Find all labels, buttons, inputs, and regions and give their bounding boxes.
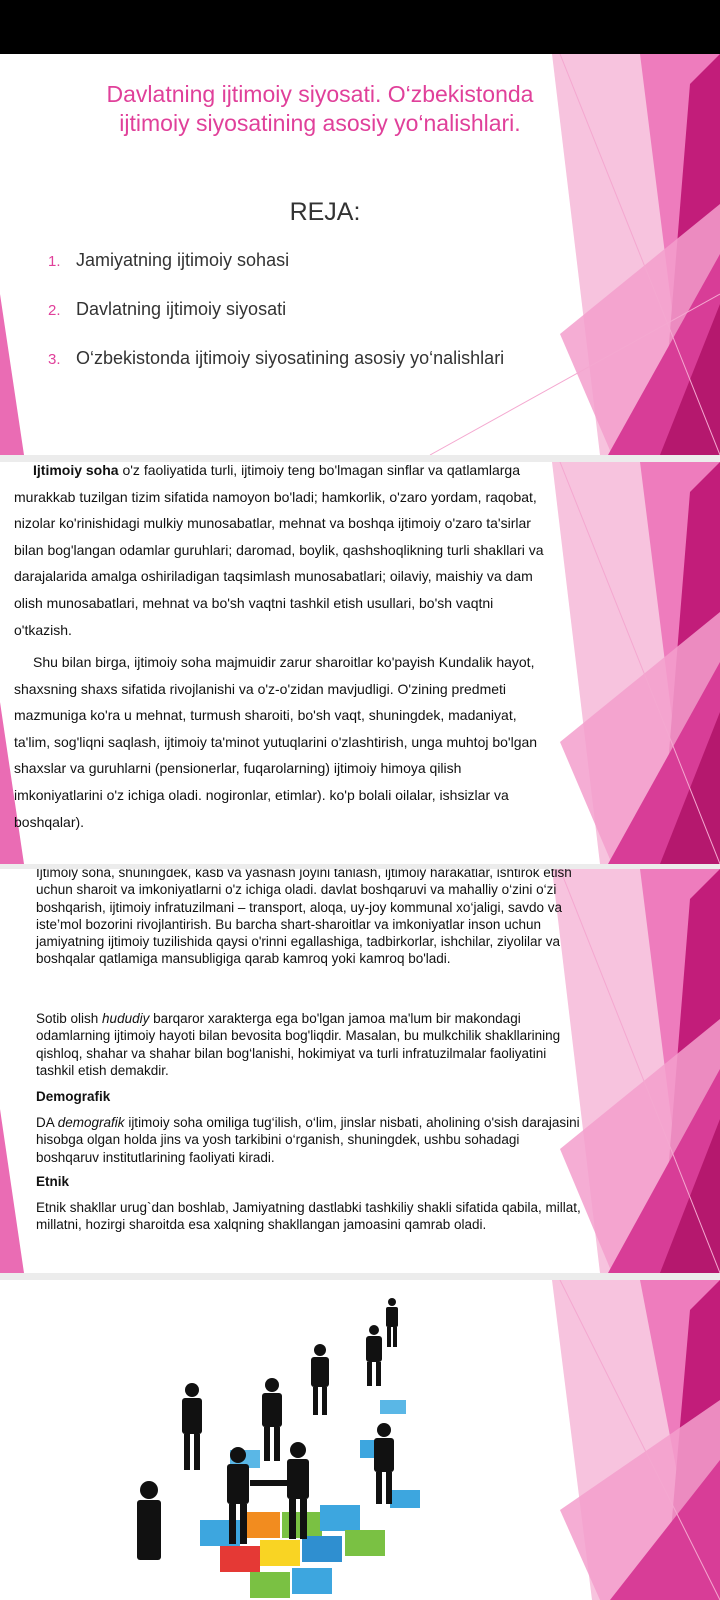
term-bold: Ijtimoiy soha xyxy=(33,462,119,478)
status-bar xyxy=(0,0,720,54)
heading-text: Demografik xyxy=(36,1089,111,1104)
paragraph-text-a: Sotib olish xyxy=(36,1011,103,1026)
plan-item xyxy=(48,299,608,348)
paragraph-text: o'z faoliyatida turli, ijtimoiy teng bo'lmagan sinflar va qatlamlarga murakkab tuzilgan tizim sifatida namoyon bo'ladi; hamkorlik, o'zaro yordam, raqobat, nizolar ko'rinishidagi mulkiy munosabatlar, mehnat va boshqa ijtimoiy o'zaro ta'sirlar bilan bog'langan odamlar guruhlari; daromad, boylik, qashshoqlikning turli shakllari va darajalarida amalga oshiriladigan taqsimlash munosabatlari; oilaviy, maishiy va dam olish munosabatlari, mehnat va bo'sh vaqtni tashkil etish usullari, bo'sh vaqtni o'tkazish. xyxy=(14,462,544,638)
heading-demografik xyxy=(14,1088,584,1105)
business-people-puzzle-illustration xyxy=(110,1290,460,1600)
heading-text: Etnik xyxy=(36,1174,70,1189)
plan-heading: REJA: xyxy=(289,198,361,226)
paragraph-2 xyxy=(14,649,554,835)
slide-separator xyxy=(0,455,720,462)
paragraph-4 xyxy=(14,1199,584,1234)
plan-item-text: O‘zbekistonda ijtimoiy siyosatining asosiy yo‘nalishlari xyxy=(76,348,505,368)
title-line-2: ijtimoiy siyosatining asosiy yo‘nalishlari. xyxy=(119,110,521,136)
plan-item xyxy=(48,348,608,397)
heading-etnik xyxy=(14,1173,584,1190)
paragraph-3 xyxy=(14,1114,584,1166)
paragraph-text-b: ijtimoiy soha omiliga tug‘ilish, o‘lim, jinslar nisbati, aholining o'sish darajasini hisobga olgan holda jins va yosh tarkibini o‘rganish, shuningdek, ushbu sohadagi boshqaruv institutlarining faoliyati kiradi. xyxy=(36,1115,580,1165)
paragraph-1 xyxy=(14,462,554,643)
slide-title-text xyxy=(40,80,600,138)
paragraph-italic: hududiy xyxy=(102,1011,150,1026)
plan-item-text: Davlatning ijtimoiy siyosati xyxy=(76,299,287,319)
slide-separator xyxy=(0,1273,720,1280)
plan-item-number: 2. xyxy=(48,302,61,319)
paragraph-1 xyxy=(14,869,584,968)
paragraph-2 xyxy=(14,1010,584,1079)
plan-list xyxy=(48,250,608,397)
slide-title xyxy=(0,54,720,455)
paragraph-text-a: DA xyxy=(36,1115,58,1130)
slide-ijtimoiy-soha-continued xyxy=(0,869,720,1273)
plan-item xyxy=(48,250,608,299)
paragraph-italic: demografik xyxy=(57,1115,125,1130)
slide-illustration xyxy=(0,1280,720,1600)
plan-item-text: Jamiyatning ijtimoiy sohasi xyxy=(76,250,290,270)
plan-item-number: 1. xyxy=(48,253,61,270)
paragraph-text: Shu bilan birga, ijtimoiy soha majmuidir zarur sharoitlar ko'payish Kundalik hayot, shaxsning shaxs sifatida rivojlanishi va o'z-o'zidan mavjudligi. O'zining predmeti mazmuniga ko'ra u mehnat, turmush sharoiti, bo'sh vaqt, shuningdek, madaniyat, ta'lim, sog'liqni saqlash, ijtimoiy ta'minot yutuqlarini o'zlashtirish, unga muhtoj bo'lgan shaxslar va guruhlarni (pensionerlar, fuqarolarning) ijtimoiy himoya qilish imkoniyatlarini o'z ichiga oladi. nogironlar, etimlar). ko'p bolali oilalar, ishsizlar va boshqalar). xyxy=(14,654,538,830)
paragraph-text: Etnik shakllar urug`dan boshlab, Jamiyatning dastlabki tashkiliy shakli sifatida qabila, millat, millatni, hozirgi sharoitda esa xalqning shakllangan jamoasini qamrab oladi. xyxy=(36,1200,581,1233)
paragraph-text-b: barqaror xarakterga ega bo'lgan jamoa ma'lum bir makondagi odamlarning ijtimoiy hayoti bilan bevosita bog'liqdir. Masalan, bu mulkchilik shakllarining qishloq, shahar va shahar bilan bog‘lanishi, hokimiyat va turli infratuzilmalar faoliyatini tashkil etish demakdir. xyxy=(36,1011,561,1078)
plan-item-number: 3. xyxy=(48,351,61,368)
paragraph-text: Ijtimoiy soha, shuningdek, kasb va yashash joyini tanlash, ijtimoiy harakatlar, ishtirok etish uchun sharoit va imkoniyatlarni o'z ichiga oladi. davlat boshqaruvi va mahalliy o‘zini o‘zi boshqarish, ijtimoiy infratuzilmani – transport, aloqa, uy-joy kommunal xo‘jaligi, savdo va iste’mol bozorini rivojlantirish. Bu barcha shart-sharoitlar va imkoniyatlar inson uchun jamiyatning ijtimoiy tuzilishida qaysi o'rinni egallashiga, tadbirkorlar, ishchilar, ziyolilar va boshqalar qatlamiga mansubligiga qarab kamroq yoki kamroq bo'ladi. xyxy=(36,869,572,967)
title-line-1: Davlatning ijtimoiy siyosati. O‘zbekistonda xyxy=(106,81,534,107)
slide-ijtimoiy-soha xyxy=(0,462,720,864)
